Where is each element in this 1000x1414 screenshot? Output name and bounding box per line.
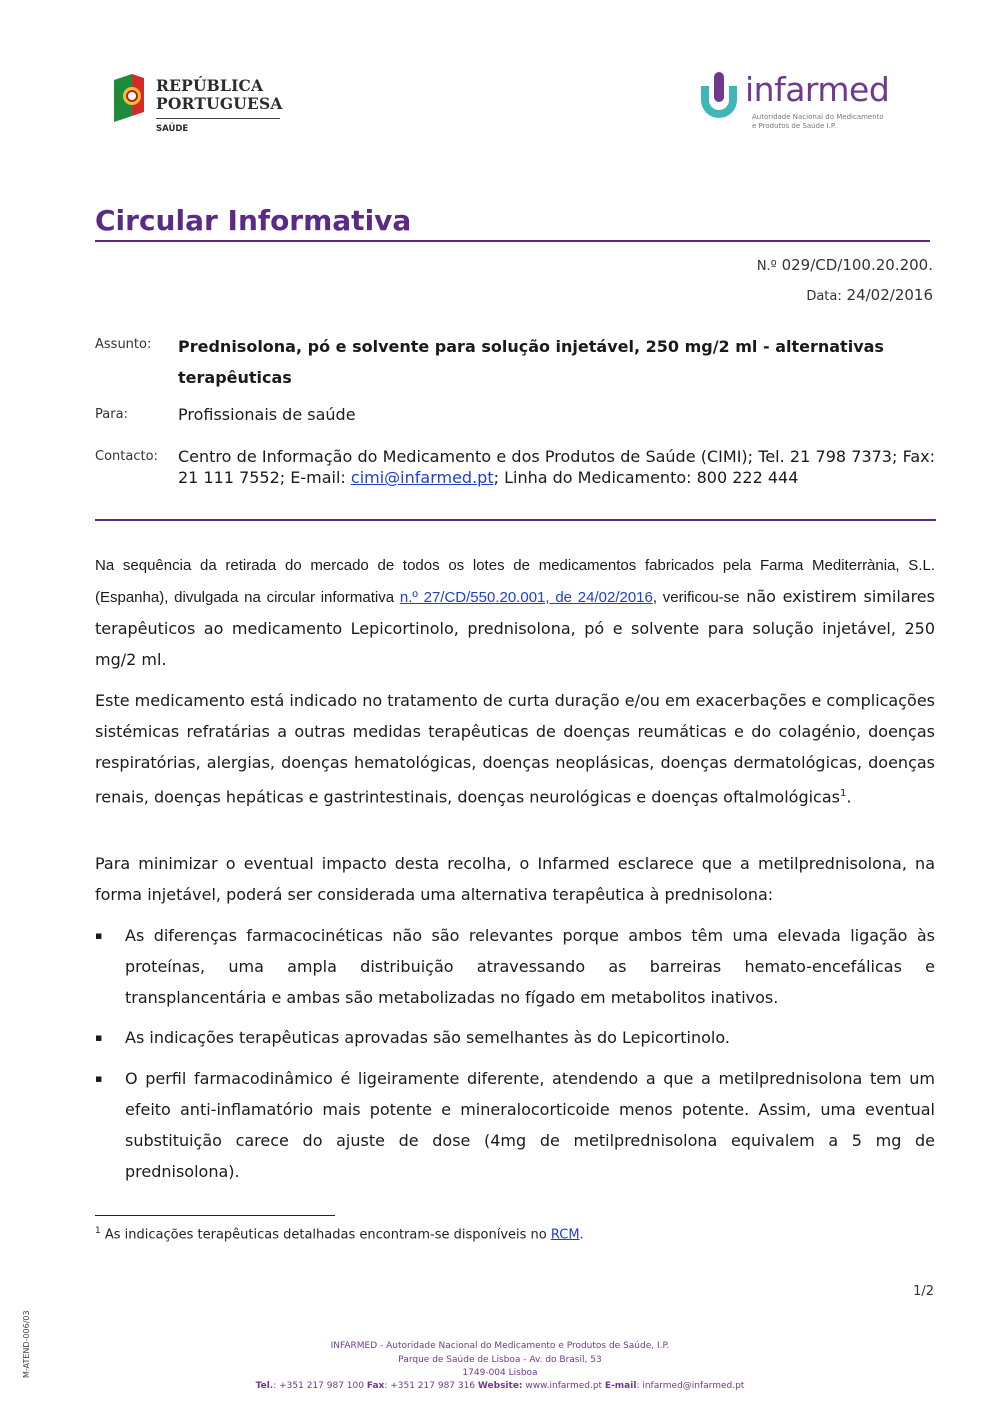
document-title: Circular Informativa [95, 204, 412, 237]
republica-divider [156, 118, 280, 119]
document-number-value: 029/CD/100.20.200. [781, 256, 933, 274]
bullet-marker: ▪ [95, 1031, 103, 1044]
footnote-number: 1 [95, 1226, 101, 1236]
republica-portuguesa-logo [110, 72, 290, 142]
list-item [95, 1063, 935, 1187]
republica-line-3: SAÚDE [156, 124, 189, 134]
document-date [806, 286, 933, 304]
footer-fax-value: : +351 217 987 316 [384, 1381, 478, 1391]
circular-reference-link[interactable]: n.º 27/CD/550.20.001, de 24/02/2016 [399, 589, 653, 606]
list-item-text: As indicações terapêuticas aprovadas são semelhantes às do Lepicortinolo. [125, 1028, 730, 1047]
paragraph-1-intro: Na sequência da retirada do mercado de todos os lotes de medicamentos fabricados pela Farma Mediterrània, S.L. (Espanha), divulgada na circular informativa [95, 557, 935, 606]
page-number: 1/2 [913, 1284, 934, 1299]
footnote-text: As indicações terapêuticas detalhadas encontram-se disponíveis no [100, 1227, 551, 1243]
document-number [757, 256, 933, 274]
subject-label: Assunto: [95, 337, 152, 352]
footnote-end: . [579, 1227, 584, 1243]
paragraph-2-text: Este medicamento está indicado no tratamento de curta duração e/ou em exacerbações e complicações sistémicas refratárias a outras medidas terapêuticas de doenças reumáticas e do colagénio, doenças respiratórias, alergias, doenças hematológicas, doenças neoplásicas, doenças dermatológicas, doenças renais, doenças hepáticas e gastrintestinais, doenças neurológicas e doenças oftalmológicas [95, 691, 935, 807]
footer-fax-label: Fax [366, 1381, 385, 1391]
infarmed-tagline [752, 113, 884, 131]
list-item-text: As diferenças farmacocinéticas não são relevantes porque ambos têm uma elevada ligação às proteínas, uma ampla distribuição atravessando as barreiras hemato-encefálicas e transplancentária e ambas são metabolizadas no fígado em metabolitos inativos. [125, 926, 935, 1007]
document-date-label: Data: [806, 289, 842, 304]
footer-email-value: : infarmed@infarmed.pt [636, 1381, 745, 1391]
footer-tel-value: : +351 217 987 100 [273, 1381, 367, 1391]
footer-line-1: INFARMED - Autoridade Nacional do Medicamento e Produtos de Saúde, I.P. [330, 1341, 670, 1351]
footer-line-2: Parque de Saúde de Lisboa - Av. do Brasil, 53 [398, 1355, 602, 1365]
footnote-divider [95, 1215, 335, 1216]
footer-web-value: www.infarmed.pt [522, 1381, 605, 1391]
infarmed-logo [695, 70, 900, 142]
contact-text: Centro de Informação do Medicamento e dos Produtos de Saúde (CIMI); Tel. 21 798 7373; Fax: 21 111 7552; E-mail: [178, 447, 935, 487]
portugal-emblem-icon [110, 72, 150, 124]
bullet-marker: ▪ [95, 929, 103, 942]
rcm-link[interactable]: RCM [550, 1227, 580, 1243]
footer-line-3: 1749-004 Lisboa [462, 1368, 538, 1378]
infarmed-tagline-line-2: e Produtos de Saúde I.P. [752, 122, 837, 130]
subject-value: Prednisolona, pó e solvente para solução injetável, 250 mg/2 ml - alternativas terapêuticas [178, 337, 884, 387]
form-code: M-ATEND-006/03 [22, 1310, 31, 1378]
footer-contacts [0, 1381, 1000, 1391]
footer-email-label: E-mail [604, 1381, 637, 1391]
list-item [95, 1022, 935, 1053]
to-value: Profissionais de saúde [178, 405, 356, 424]
paragraph-3: Para minimizar o eventual impacto desta recolha, o Infarmed esclarece que a metilprednisolona, na forma injetável, poderá ser considerada uma alternativa terapêutica à prednisolona: [95, 854, 935, 904]
infarmed-tagline-line-1: Autoridade Nacional do Medicamento [752, 113, 884, 121]
footer-web-label: Website: [477, 1381, 523, 1391]
to-label: Para: [95, 407, 128, 422]
meta-divider [95, 519, 936, 521]
bullet-marker: ▪ [95, 1072, 103, 1085]
contact-label: Contacto: [95, 449, 158, 464]
footnote-reference: 1 [840, 788, 847, 799]
contact-text-suffix: ; Linha do Medicamento: 800 222 444 [493, 468, 799, 487]
footnote [95, 1226, 584, 1242]
republica-line-1: REPÚBLICA [156, 76, 264, 95]
contact-email-link[interactable]: cimi@infarmed.pt [350, 468, 494, 487]
list-item [95, 920, 935, 1013]
infarmed-wordmark: infarmed [745, 70, 890, 109]
paragraph-1 [95, 549, 935, 675]
document-date-value: 24/02/2016 [846, 286, 933, 304]
title-divider [95, 240, 930, 242]
paragraph-1-verified: , verificou-se [652, 589, 740, 606]
paragraph-2 [95, 685, 935, 812]
republica-line-2: PORTUGUESA [156, 94, 283, 113]
document-number-label: N.º [756, 259, 777, 274]
infarmed-symbol-icon [695, 70, 743, 122]
footer-tel-label: Tel. [255, 1381, 274, 1391]
paragraph-1-rest: não existirem similares terapêuticos ao medicamento Lepicortinolo, prednisolona, pó e solvente para solução injetável, 250 mg/2 ml. [95, 587, 935, 669]
list-item-text: O perfil farmacodinâmico é ligeiramente diferente, atendendo a que a metilprednisolona tem um efeito anti-inflamatório mais potente e mineralocorticoide menos potente. Assim, uma eventual substituição carece do ajuste de dose (4mg de metilprednisolona equivalem a 5 mg de prednisolona). [125, 1069, 935, 1181]
paragraph-2-end: . [846, 787, 852, 807]
contact-value [178, 446, 935, 488]
